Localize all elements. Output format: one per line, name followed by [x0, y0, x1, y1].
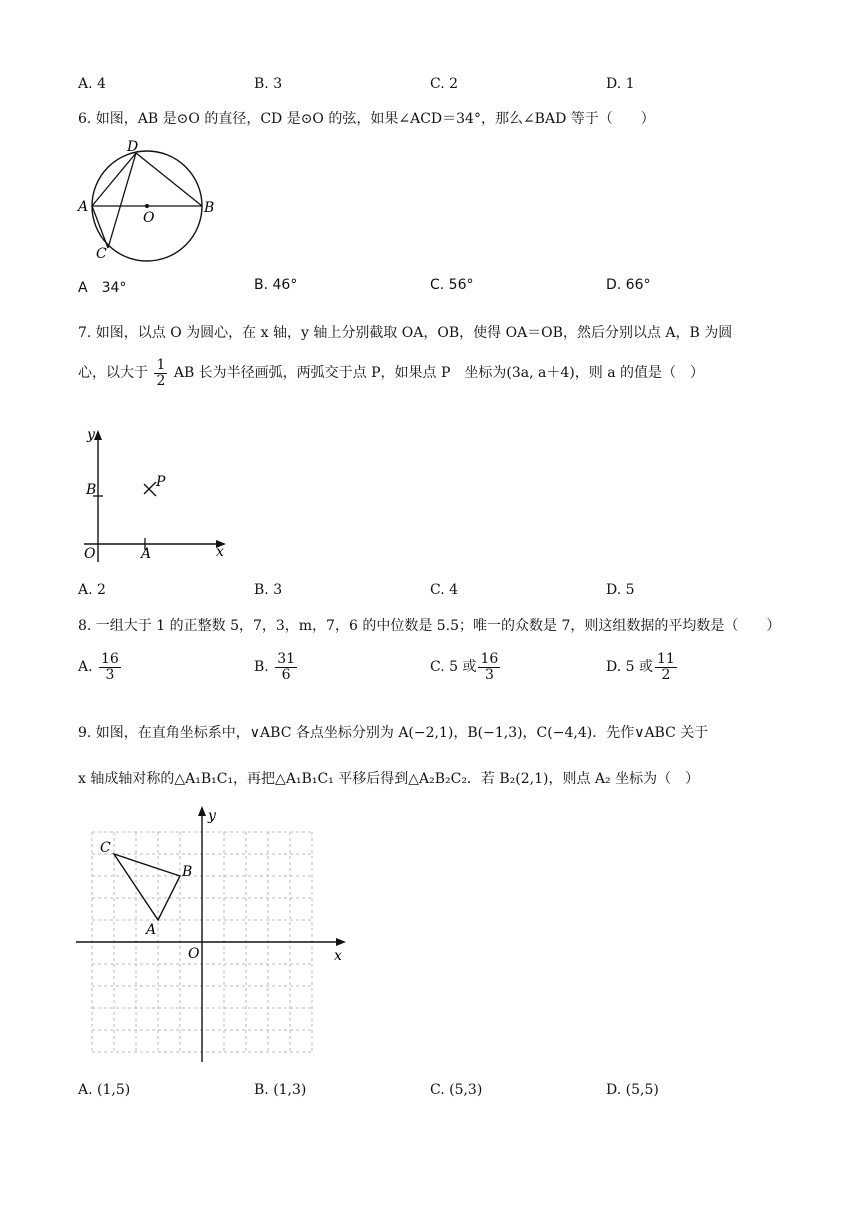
q9-option-d: D. (5,5): [606, 1082, 659, 1098]
q7-line2: [78, 358, 704, 388]
q8-option-d: [606, 652, 679, 682]
q6-circle-figure: [74, 136, 224, 264]
q7-option-b: B. 3: [254, 582, 283, 598]
q6-label-b: B: [204, 200, 215, 216]
q7-option-a: A. 2: [78, 582, 106, 598]
q9-label-c: C: [100, 840, 111, 856]
q7-line2-post: AB 长为半径画弧，两弧交于点 P，如果点 P 坐标为(3a, a＋4)，则 a 的值是（ ）: [173, 365, 704, 382]
q8-option-b-num: 31: [277, 651, 296, 667]
q7-frac-den: 2: [156, 372, 166, 389]
q9-option-c: C. (5,3): [430, 1082, 483, 1098]
q7-label-b: B: [86, 482, 97, 498]
q6-label-c: C: [96, 246, 107, 262]
q8-option-a-num: 16: [101, 651, 119, 667]
q6-option-a: A 34°: [78, 280, 127, 296]
q6-option-b: B. 46°: [254, 277, 298, 293]
q7-option-c: C. 4: [430, 582, 459, 598]
q7-label-a: A: [141, 546, 152, 562]
q6-option-d: D. 66°: [606, 277, 651, 293]
q8-option-a-den: 3: [105, 666, 115, 683]
q7-option-d: D. 5: [606, 582, 635, 598]
q8-option-b-den: 6: [281, 666, 291, 683]
q8-option-c-num: 16: [480, 651, 499, 667]
q8-option-b-prefix: B.: [254, 659, 269, 676]
q6-label-o: O: [143, 210, 155, 226]
q7-label-y: y: [87, 427, 95, 443]
q5-option-b: B. 3: [254, 76, 283, 92]
q8-option-c-den: 3: [484, 666, 494, 683]
q9-label-o: O: [188, 946, 200, 962]
q7-label-o: O: [84, 546, 96, 562]
q9-label-b: B: [182, 864, 193, 880]
q9-line1: 9. 如图，在直角坐标系中，∨ABC 各点坐标分别为 A(−2,1)，B(−1,3)，C(−4,4)．先作∨ABC 关于: [78, 725, 709, 741]
q6-label-a: A: [78, 199, 89, 215]
q9-grid-figure: [74, 800, 354, 1064]
q9-triangle-abc: [114, 854, 180, 920]
q9-label-y: y: [208, 808, 216, 824]
q5-option-c: C. 2: [430, 76, 459, 92]
q7-line2-pre: 心，以大于: [78, 365, 148, 382]
q7-coordinate-figure: [74, 424, 234, 564]
q8-option-b: [254, 652, 299, 682]
q9-label-x: x: [334, 948, 342, 964]
q7-fraction: [154, 358, 167, 388]
q7-label-x: x: [216, 544, 224, 560]
q8-option-a: [78, 652, 123, 682]
q6-stem: 6. 如图，AB 是⊙O 的直径，CD 是⊙O 的弦，如果∠ACD＝34°，那么∠BAD 等于（ ）: [78, 111, 655, 127]
q6-label-d: D: [127, 139, 139, 155]
q9-option-a: A. (1,5): [78, 1082, 131, 1098]
q6-option-c: C. 56°: [430, 277, 474, 293]
q8-option-c: [430, 652, 502, 682]
q8-option-d-num: 11: [656, 651, 675, 667]
q8-option-d-prefix: D. 5 或: [606, 659, 653, 676]
q7-frac-num: 1: [156, 357, 166, 373]
q7-label-p: P: [156, 474, 166, 490]
q9-line2: x 轴成轴对称的△A₁B₁C₁，再把△A₁B₁C₁ 平移后得到△A₂B₂C₂．若 B₂(2,1)，则点 A₂ 坐标为（ ）: [78, 771, 700, 787]
q5-option-a: A. 4: [78, 76, 106, 92]
q8-option-c-prefix: C. 5 或: [430, 659, 477, 676]
q5-option-d: D. 1: [606, 76, 635, 92]
q8-option-d-den: 2: [661, 666, 671, 683]
q9-label-a: A: [146, 922, 157, 938]
q8-stem: 8. 一组大于 1 的正整数 5，7，3，m，7，6 的中位数是 5.5；唯一的众数是 7，则这组数据的平均数是（ ）: [78, 618, 781, 634]
q7-line1: 7. 如图，以点 O 为圆心，在 x 轴，y 轴上分别截取 OA，OB，使得 OA＝OB，然后分别以点 A，B 为圆: [78, 325, 733, 341]
q9-option-b: B. (1,3): [254, 1082, 307, 1098]
q8-option-a-prefix: A.: [78, 659, 93, 676]
